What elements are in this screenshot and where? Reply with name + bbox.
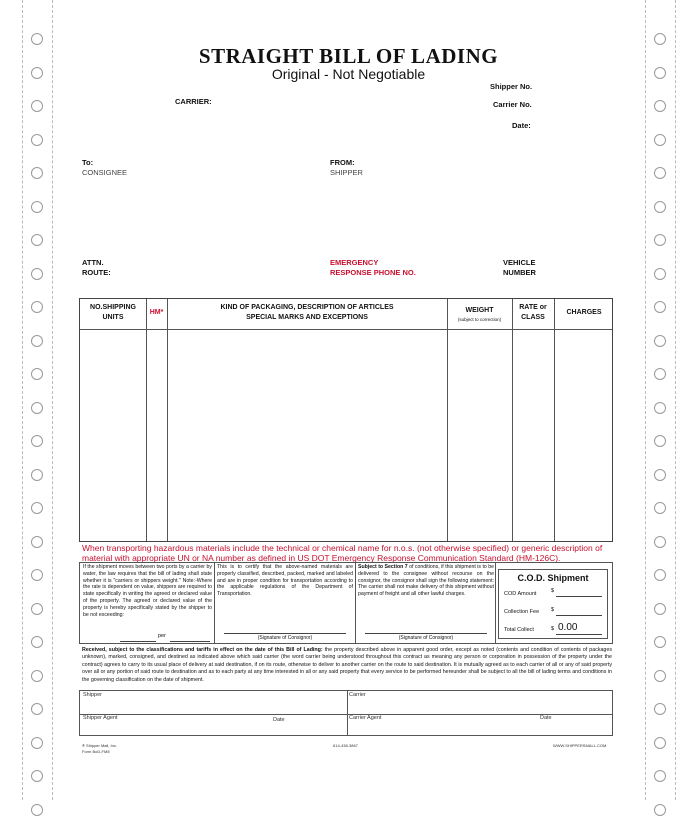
route-label: ROUTE: — [82, 268, 111, 277]
tractor-hole — [654, 100, 666, 112]
tractor-hole — [654, 234, 666, 246]
consignor-signature-label-1: (Signature of Consignor) — [257, 635, 313, 641]
tractor-hole — [654, 335, 666, 347]
tractor-hole — [31, 368, 43, 380]
right-tear-line — [645, 0, 646, 800]
consignor-signature-label-2: (Signature of Consignor) — [398, 635, 454, 641]
tractor-hole — [654, 804, 666, 816]
header-description — [167, 303, 447, 323]
tractor-hole — [654, 636, 666, 648]
cod-amount-label: COD Amount — [504, 591, 537, 597]
tractor-hole — [654, 368, 666, 380]
tractor-hole — [654, 569, 666, 581]
tractor-hole — [31, 435, 43, 447]
tractor-hole — [654, 603, 666, 615]
signature-grid-divider — [347, 691, 348, 735]
footer-brand: ® Shipper Mall, Inc. — [82, 743, 117, 748]
right-perforation-line — [675, 0, 676, 800]
header-description-line1: KIND OF PACKAGING, DESCRIPTION OF ARTICLES — [220, 304, 394, 311]
declared-per-line — [170, 641, 210, 642]
table-col-divider-hm — [146, 299, 147, 541]
table-header-divider — [80, 329, 612, 330]
terms-divider-2 — [355, 563, 356, 643]
section7-text — [358, 564, 494, 598]
total-collect-value: 0.00 — [558, 622, 578, 633]
certification-text: This is to certify that the above-named materials are properly classified, described, packed, marked and labeled and are in proper condition for transportation according to the applicable regulations of the Department of Transportation. — [217, 564, 353, 598]
tractor-hole — [31, 502, 43, 514]
tractor-hole — [654, 402, 666, 414]
cod-amount-line — [556, 596, 602, 597]
water-carrier-terms: If the shipment moves between two ports by a carrier by water, the law requires that the bill of lading shall state whether it is "carriers or shippers weight." Note:-Where the rate is dependent on value, shippers are required to state specifically in writing the agreed or declared value of the property. The agreed or declared value of the property is hereby specifically stated by the shipper to be not exceeding: — [83, 564, 212, 618]
attn-label: ATTN. — [82, 258, 104, 267]
tractor-hole — [31, 703, 43, 715]
tractor-hole — [31, 770, 43, 782]
table-col-divider-charges — [554, 299, 555, 541]
tractor-hole — [654, 134, 666, 146]
tractor-hole — [31, 670, 43, 682]
tractor-hole — [654, 268, 666, 280]
terms-divider-1 — [214, 563, 215, 643]
left-tear-line — [52, 0, 53, 800]
section7-body: of conditions, if this shipment is to be delivered to the consignee without recourse on the consignor, the consignor shall sign the following statement: The carrier shall not make delivery of this shipment without payment of freight and all other lawful charges. — [358, 564, 495, 598]
consignee-value: CONSIGNEE — [82, 168, 128, 177]
tractor-hole — [31, 134, 43, 146]
header-charges: CHARGES — [566, 309, 602, 316]
tractor-hole — [31, 201, 43, 213]
cod-title: C.O.D. Shipment — [517, 573, 589, 583]
collection-fee-value: $ — [551, 607, 555, 613]
carrier-date-label: Date — [540, 715, 552, 721]
tractor-hole — [31, 469, 43, 481]
header-rate-line2: CLASS — [521, 314, 545, 321]
carrier-agent-label: Carrier Agent — [349, 715, 382, 721]
table-col-divider-desc — [167, 299, 168, 541]
received-terms-body: the property described above in apparent good order, except as noted (contents and condition of contents of packages unknown), marked, consigned, and destined as indicated above which said carrier (the word carrier being understood throughout this contract as meaning any person or corporation in possession of the property under the contract) agrees to carry to its usual place of delivery at said destination, if on its route, otherwise to deliver to another carrier on the route to said destination. It is mutually agreed as to each carrier of all or any of said property over all or any portion of said route to destination and as to each party at any time interested in all or any said property that every service to be performed hereunder shall be subject to all the bill of lading terms and conditions in the governing classification on the date of shipment. — [82, 647, 612, 683]
signature-grid — [79, 690, 613, 736]
declared-value-line — [120, 641, 156, 642]
shipment-items-table — [79, 298, 613, 542]
header-description-line2: SPECIAL MARKS AND EXCEPTIONS — [246, 314, 368, 321]
table-col-divider-weight — [447, 299, 448, 541]
left-perforation-line — [22, 0, 23, 800]
received-terms — [82, 647, 612, 684]
received-terms-heading: Received, subject to the classifications and tariffs in effect on the date of this Bill of Lading: — [82, 647, 323, 653]
header-weight-label: WEIGHT — [465, 307, 494, 314]
header-shipping-units-line2: UNITS — [102, 314, 124, 321]
to-label: To: — [82, 158, 94, 167]
response-phone-label: RESPONSE PHONE NO. — [330, 268, 416, 277]
carrier-label: CARRIER: — [175, 97, 212, 106]
tractor-hole — [31, 167, 43, 179]
number-label: NUMBER — [503, 268, 536, 277]
date-label: Date: — [512, 121, 531, 130]
terms-divider-3 — [495, 563, 496, 643]
per-label: per — [158, 633, 166, 639]
tractor-hole — [31, 536, 43, 548]
tractor-hole — [31, 335, 43, 347]
tractor-hole — [654, 201, 666, 213]
header-shipping-units — [80, 303, 146, 323]
tractor-hole — [654, 435, 666, 447]
tractor-hole — [31, 100, 43, 112]
header-shipping-units-line1: NO.SHIPPING — [90, 304, 136, 311]
tractor-hole — [31, 737, 43, 749]
header-hm: HM* — [149, 309, 164, 316]
tractor-hole — [31, 301, 43, 313]
vehicle-label: VEHICLE — [503, 258, 536, 267]
shipper-date-label: Date — [273, 717, 285, 723]
from-label: FROM: — [330, 158, 355, 167]
tractor-hole — [654, 670, 666, 682]
signature-grid-row-divider — [80, 714, 612, 715]
shipper-value: SHIPPER — [330, 168, 363, 177]
tractor-hole — [31, 569, 43, 581]
footer-website: WWW.SHIPPERSMALL.COM — [553, 743, 607, 748]
shipper-agent-label: Shipper Agent — [83, 715, 118, 721]
consignor-signature-line-2 — [365, 633, 487, 634]
shipper-signature-label: Shipper — [83, 692, 102, 698]
tractor-hole — [654, 703, 666, 715]
header-rate-class — [512, 303, 554, 323]
tractor-hole — [31, 603, 43, 615]
collection-fee-label: Collection Fee — [504, 609, 540, 615]
consignor-signature-line-1 — [224, 633, 346, 634]
header-weight-note: (subject to correction) — [457, 317, 502, 322]
tractor-hole — [31, 234, 43, 246]
shipper-no-label: Shipper No. — [490, 82, 533, 91]
section7-heading: Subject to Section 7 — [358, 564, 408, 570]
document-subtitle: Original - Not Negotiable — [271, 66, 426, 82]
tractor-hole — [31, 402, 43, 414]
footer-form-number: Form BoD-FM8 — [82, 749, 110, 754]
total-collect-currency: $ — [551, 626, 555, 632]
total-collect-label: Total Collect — [504, 627, 534, 633]
table-col-divider-rate — [512, 299, 513, 541]
tractor-hole — [654, 502, 666, 514]
emergency-label: EMERGENCY — [330, 258, 379, 267]
header-rate-line1: RATE or — [519, 304, 547, 311]
collection-fee-line — [556, 615, 602, 616]
carrier-signature-label: Carrier — [349, 692, 366, 698]
tractor-hole — [654, 167, 666, 179]
cod-amount-value: $ — [551, 588, 555, 594]
carrier-no-label: Carrier No. — [493, 100, 532, 109]
document-title: STRAIGHT BILL OF LADING — [198, 44, 499, 68]
tractor-hole — [654, 737, 666, 749]
header-weight — [447, 306, 512, 323]
total-collect-line — [556, 634, 602, 635]
tractor-hole — [31, 636, 43, 648]
tractor-hole — [654, 301, 666, 313]
footer-phone: 614-438-3867 — [333, 743, 358, 748]
tractor-hole — [654, 469, 666, 481]
tractor-hole — [654, 536, 666, 548]
tractor-hole — [31, 804, 43, 816]
tractor-hole — [31, 268, 43, 280]
tractor-hole — [654, 770, 666, 782]
hazmat-notice: When transporting hazardous materials include the technical or chemical name for n.o.s. (not otherwise specified) or generic description of material with appropriate UN or NA number as defined in US DOT Emergency Response Communication Standard (HM-126C). — [82, 543, 603, 563]
